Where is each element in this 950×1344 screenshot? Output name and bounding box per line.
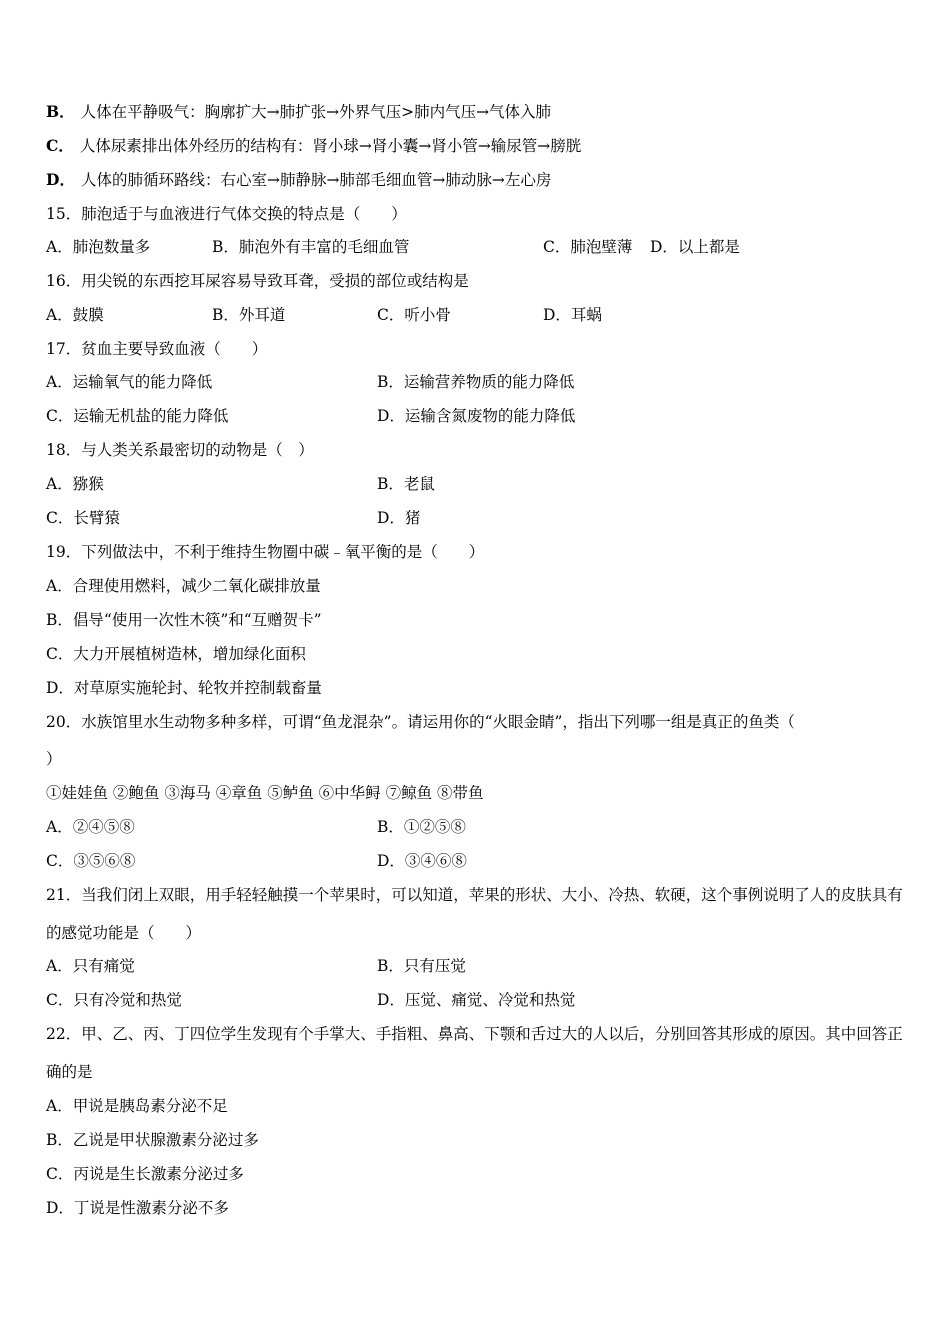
q21-options-row1 xyxy=(46,955,910,977)
q17-stem: 17．贫血主要导致血液（ ） xyxy=(46,340,268,358)
q22-option-a: A．甲说是胰岛素分泌不足 xyxy=(46,1097,228,1115)
q20-option-a: A．②④⑤⑧ xyxy=(46,818,135,836)
q16-option-c: C．听小骨 xyxy=(377,306,451,324)
option-label: C． xyxy=(46,136,74,155)
q14-option-b xyxy=(46,101,910,123)
q19-stem: 19．下列做法中，不利于维持生物圈中碳﹣氧平衡的是（ ） xyxy=(46,543,485,561)
q19-option-a: A．合理使用燃料，减少二氧化碳排放量 xyxy=(46,577,321,595)
q20-options-row1 xyxy=(46,816,910,838)
q15-option-c: C．肺泡壁薄 xyxy=(543,238,633,256)
q19-option-c: C．大力开展植树造林，增加绿化面积 xyxy=(46,645,306,663)
q15-stem: 15．肺泡适于与血液进行气体交换的特点是（ ） xyxy=(46,205,407,223)
q19-option-d: D．对草原实施轮封、轮牧并控制载畜量 xyxy=(46,679,322,697)
q18-options-row1 xyxy=(46,473,910,495)
q17-option-d: D．运输含氮废物的能力降低 xyxy=(377,407,576,425)
q18-option-a: A．猕猴 xyxy=(46,475,104,493)
q20-stem-end: ） xyxy=(46,750,62,768)
option-text: 人体在平静吸气：胸廓扩大→肺扩张→外界气压>肺内气压→气体入肺 xyxy=(80,103,552,121)
q14-option-d xyxy=(46,169,910,191)
q20-option-c: C．③⑤⑥⑧ xyxy=(46,852,136,870)
q15-option-d: D．以上都是 xyxy=(650,238,740,256)
q20-option-b: B．①②⑤⑧ xyxy=(377,818,466,836)
option-text: 人体的肺循环路线：右心室→肺静脉→肺部毛细血管→肺动脉→左心房 xyxy=(80,171,552,189)
q21-options-row2 xyxy=(46,989,910,1011)
q16-option-a: A．鼓膜 xyxy=(46,306,104,324)
q16-options xyxy=(46,304,910,326)
q15-option-a: A．肺泡数量多 xyxy=(46,238,151,256)
q16-stem: 16．用尖锐的东西挖耳屎容易导致耳聋，受损的部位或结构是 xyxy=(46,272,469,290)
q17-option-a: A．运输氧气的能力降低 xyxy=(46,373,213,391)
q22-option-c: C．丙说是生长激素分泌过多 xyxy=(46,1165,244,1183)
q17-option-b: B．运输营养物质的能力降低 xyxy=(377,373,575,391)
option-label: B． xyxy=(46,102,75,121)
q21-option-a: A．只有痛觉 xyxy=(46,957,135,975)
option-label: D． xyxy=(46,170,75,189)
q18-option-c: C．长臂猿 xyxy=(46,509,120,527)
q18-option-d: D．猪 xyxy=(377,509,421,527)
q21-option-c: C．只有冷觉和热觉 xyxy=(46,991,182,1009)
q17-options-row1 xyxy=(46,371,910,393)
q15-option-b: B．肺泡外有丰富的毛细血管 xyxy=(212,238,410,256)
q15-options xyxy=(46,236,910,258)
q16-option-b: B．外耳道 xyxy=(212,306,286,324)
q14-option-c xyxy=(46,135,910,157)
q18-options-row2 xyxy=(46,507,910,529)
q19-option-b: B．倡导“使用一次性木筷”和“互赠贺卡” xyxy=(46,611,322,629)
q17-option-c: C．运输无机盐的能力降低 xyxy=(46,407,229,425)
q22-option-b: B．乙说是甲状腺激素分泌过多 xyxy=(46,1131,259,1149)
q18-stem: 18．与人类关系最密切的动物是（ ） xyxy=(46,441,314,459)
q21-option-b: B．只有压觉 xyxy=(377,957,466,975)
q22-stem: 22．甲、乙、丙、丁四位学生发现有个手掌大、手指粗、鼻高、下颚和舌过大的人以后，分别回答其形成的原因。其中回答正确的是 xyxy=(46,1025,903,1081)
q20-stem: 20．水族馆里水生动物多种多样，可谓“鱼龙混杂”。请运用你的“火眼金睛”，指出下列哪一组是真正的鱼类（ xyxy=(46,713,795,731)
q16-option-d: D．耳蜗 xyxy=(543,306,602,324)
q20-options-row2 xyxy=(46,850,910,872)
q21-stem: 21．当我们闭上双眼，用手轻轻触摸一个苹果时，可以知道，苹果的形状、大小、冷热、软硬，这个事例说明了人的皮肤具有的感觉功能是（ ） xyxy=(46,886,903,942)
q18-option-b: B．老鼠 xyxy=(377,475,435,493)
q22-option-d: D．丁说是性激素分泌不多 xyxy=(46,1199,229,1217)
q21-option-d: D．压觉、痛觉、冷觉和热觉 xyxy=(377,991,576,1009)
q17-options-row2 xyxy=(46,405,910,427)
q20-option-d: D．③④⑥⑧ xyxy=(377,852,467,870)
option-text: 人体尿素排出体外经历的结构有：肾小球→肾小囊→肾小管→输尿管→膀胱 xyxy=(79,137,582,155)
q20-animal-list: ①娃娃鱼 ②鲍鱼 ③海马 ④章鱼 ⑤鲈鱼 ⑥中华鲟 ⑦鲸鱼 ⑧带鱼 xyxy=(46,784,484,802)
